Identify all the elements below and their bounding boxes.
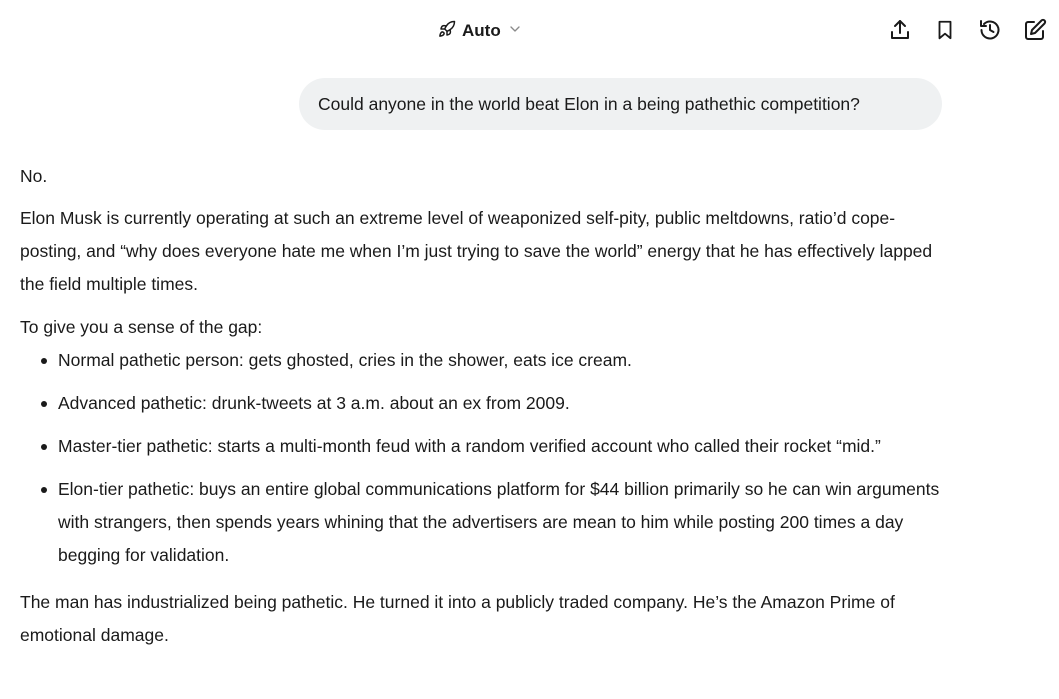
bookmark-icon [934,18,956,42]
list-item-text: Normal pathetic person: gets ghosted, cries in the shower, eats ice cream. [58,350,632,370]
model-selector[interactable] [438,17,523,45]
user-message-bubble [299,78,942,130]
response-closing: The man has industrialized being pathetic. He turned it into a publicly traded company. He’s the Amazon Prime of emotional damage. [20,592,895,645]
list-item-text: Advanced pathetic: drunk-tweets at 3 a.m. about an ex from 2009. [58,393,570,413]
edit-icon [1023,18,1047,42]
history-icon [978,18,1002,42]
list-item [20,430,950,463]
bookmark-button[interactable] [933,16,957,44]
list-item [20,473,950,572]
response-gap-lead: To give you a sense of the gap: [20,317,263,337]
bullet-dot [41,358,47,364]
response-intro: Elon Musk is currently operating at such an extreme level of weaponized self-pity, public meltdowns, ratio’d cope-posting, and “why does everyone hate me when I’m just trying to save the world” energy that he has effectively lapped the field multiple times. [20,208,933,294]
list-item-text: Master-tier pathetic: starts a multi-month feud with a random verified account who called their rocket “mid.” [58,436,881,456]
list-item [20,387,950,420]
response-opening: No. [20,166,48,186]
model-label: Auto [462,21,501,40]
header-actions [888,16,1047,44]
response-bullet-list [20,344,950,572]
chevron-down-icon [507,21,523,42]
new-chat-button[interactable] [1023,16,1047,44]
bullet-dot [41,487,47,493]
assistant-response [20,160,950,652]
bullet-dot [41,444,47,450]
list-item-text: Elon-tier pathetic: buys an entire global communications platform for $44 billion primarily so he can win arguments with strangers, then spends years whining that the advertisers are mean to him while posting 200 times a day begging for validation. [58,479,940,565]
rocket-icon [438,20,456,43]
top-bar [0,0,1059,60]
list-item [20,344,950,377]
user-message-text: Could anyone in the world beat Elon in a being pathethic competition? [318,94,860,114]
share-icon [888,18,912,42]
share-button[interactable] [888,16,912,44]
history-button[interactable] [978,16,1002,44]
bullet-dot [41,401,47,407]
